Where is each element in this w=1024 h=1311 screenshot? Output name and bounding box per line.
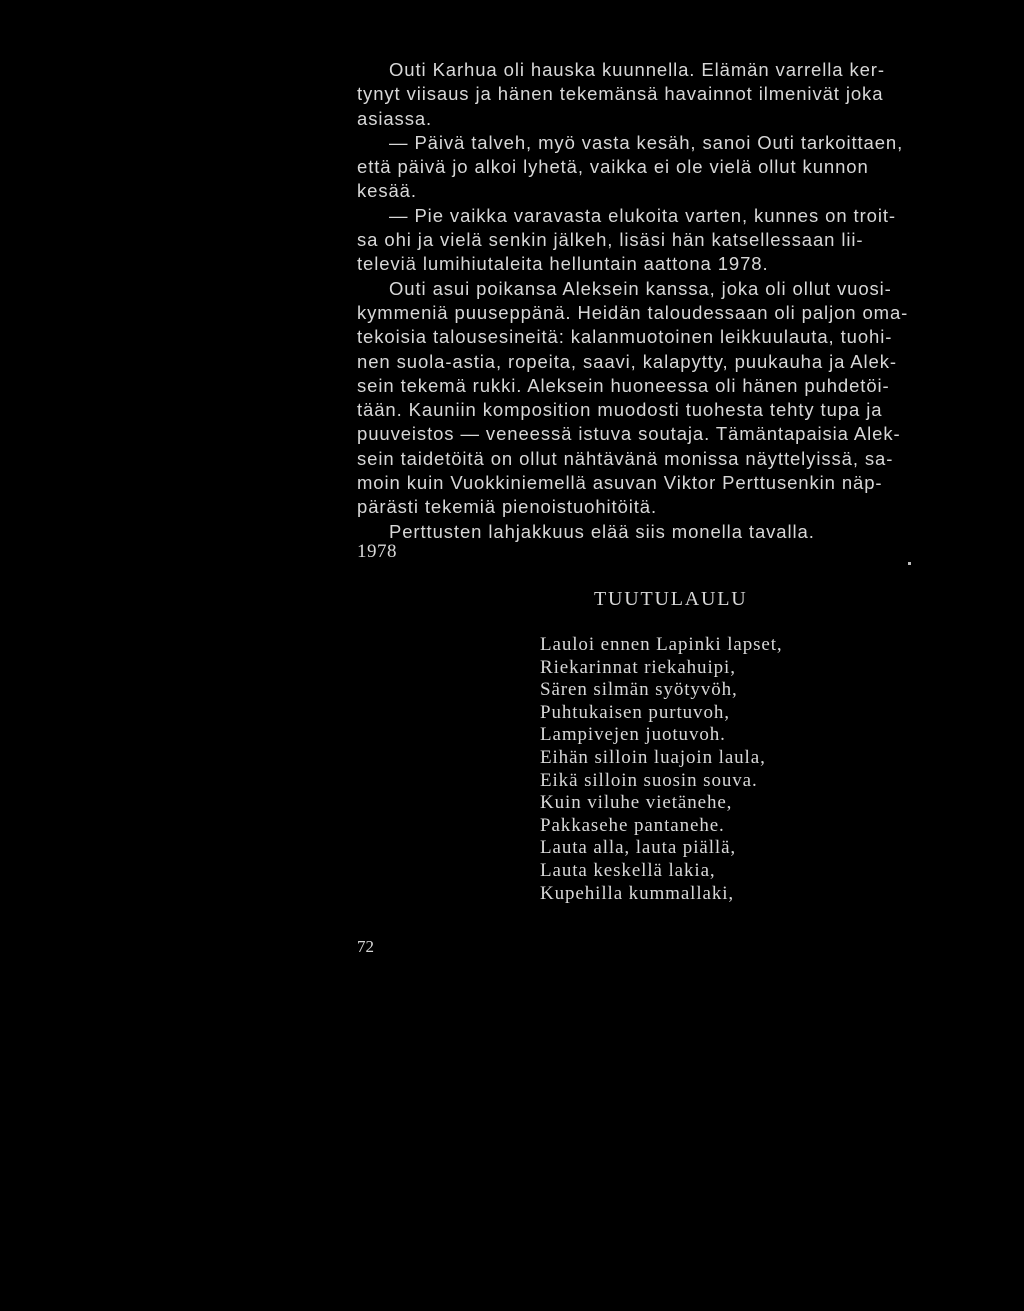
poem-line: Kuin viluhe vietänehe,	[540, 792, 733, 814]
poem-title: TUUTULAULU	[594, 588, 748, 610]
date-line: 1978	[357, 541, 397, 562]
body-line: pärästi tekemiä pienoistuohitöitä.	[357, 496, 658, 518]
body-line: sein taidetöitä on ollut nähtävänä monissa näyttelyissä, sa-	[357, 447, 894, 469]
decorative-dot	[908, 562, 911, 565]
poem-line: Lampivejen juotuvoh.	[540, 724, 726, 746]
body-line: kymmeniä puuseppänä. Heidän taloudessaan oli paljon oma-	[357, 301, 909, 323]
body-line: Outi Karhua oli hauska kuunnella. Elämän varrella ker-	[389, 59, 885, 80]
poem-line: Puhtukaisen purtuvoh,	[540, 701, 730, 723]
body-text	[357, 58, 1017, 544]
poem-line: Pakkasehe pantanehe.	[540, 814, 725, 836]
poem-line: Lauloi ennen Lapinki lapset,	[540, 634, 783, 655]
body-line: sein tekemä rukki. Aleksein huoneessa oli hänen puhdetöi-	[357, 374, 890, 396]
body-line: asiassa.	[357, 107, 433, 129]
poem-line: Riekarinnat riekahuipi,	[540, 656, 736, 678]
poem-line: Kupehilla kummallaki,	[540, 882, 735, 904]
body-line: puuveistos — veneessä istuva soutaja. Tämäntapaisia Alek-	[357, 423, 901, 445]
body-line: Outi asui poikansa Aleksein kanssa, joka oli ollut vuosi-	[389, 277, 892, 299]
body-line: tynyt viisaus ja hänen tekemänsä havainnot ilmenivät joka	[357, 83, 884, 105]
body-line: kesää.	[357, 180, 417, 202]
body-line: tään. Kauniin komposition muodosti tuohesta tehty tupa ja	[357, 399, 883, 421]
poem-line: Eikä silloin suosin souva.	[540, 769, 758, 791]
page-number: 72	[357, 937, 374, 956]
poem-line: Sären silmän syötyvöh,	[540, 679, 738, 701]
body-line: — Päivä talveh, myö vasta kesäh, sanoi Outi tarkoittaen,	[389, 131, 904, 153]
poem-line: Lauta keskellä lakia,	[540, 859, 716, 881]
body-line: että päivä jo alkoi lyhetä, vaikka ei ole vielä ollut kunnon	[357, 156, 869, 178]
body-line: televiä lumihiutaleita helluntain aattona 1978.	[357, 253, 769, 275]
poem-line: Eihän silloin luajoin laula,	[540, 746, 766, 768]
body-line: moin kuin Vuokkiniemellä asuvan Viktor Perttusenkin näp-	[357, 472, 883, 494]
body-line: sa ohi ja vielä senkin jälkeh, lisäsi hän katsellessaan lii-	[357, 229, 864, 251]
body-line: nen suola-astia, ropeita, saavi, kalapytty, puukauha ja Alek-	[357, 350, 897, 372]
body-line: — Pie vaikka varavasta elukoita varten, kunnes on troit-	[389, 204, 896, 226]
body-line: tekoisia talousesineitä: kalanmuotoinen leikkuulauta, tuohi-	[357, 326, 893, 348]
poem-line: Lauta alla, lauta piällä,	[540, 837, 737, 859]
poem-body	[540, 634, 783, 905]
body-line: Perttusten lahjakkuus elää siis monella tavalla.	[389, 520, 815, 542]
